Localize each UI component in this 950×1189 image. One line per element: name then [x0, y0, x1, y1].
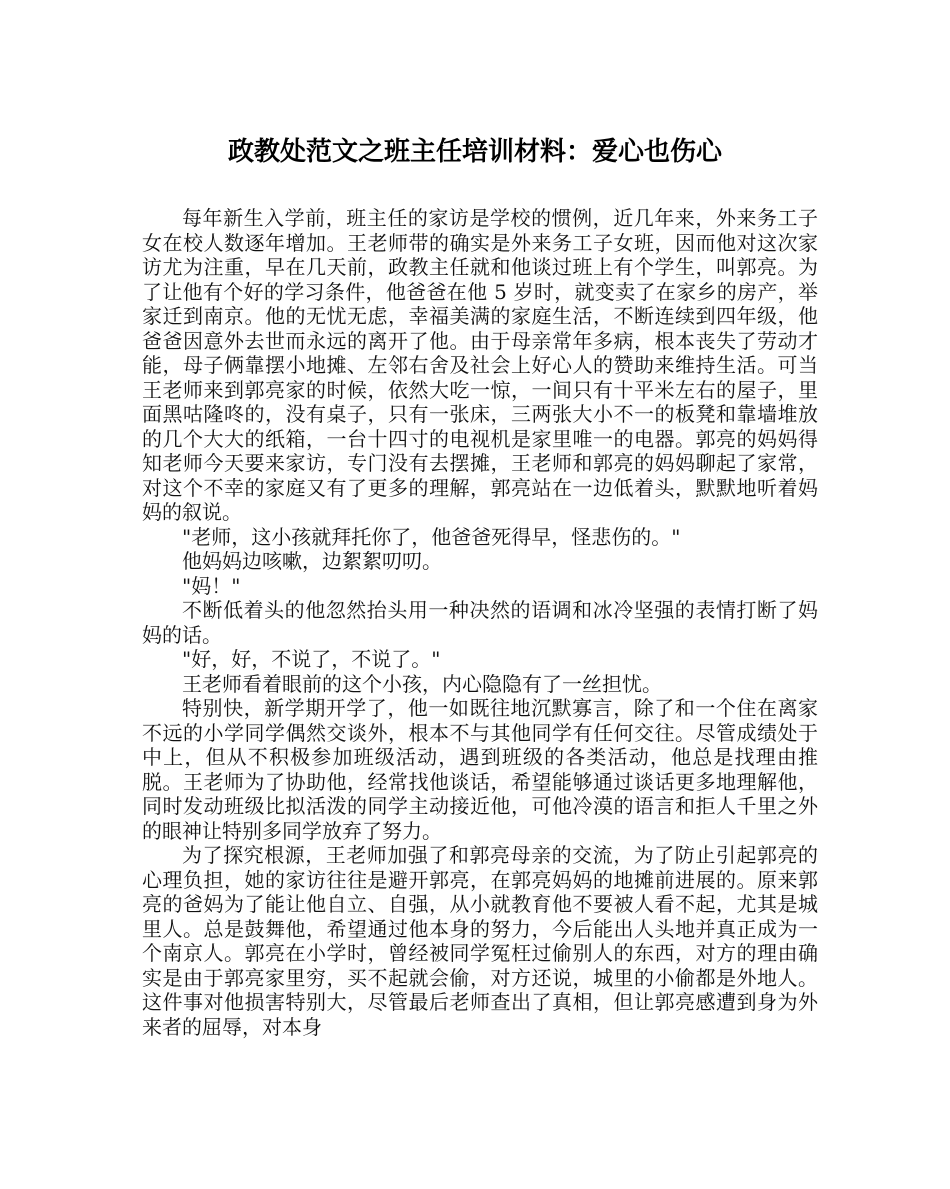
paragraph-4: "妈！" [182, 573, 241, 598]
document-body [142, 206, 818, 1039]
paragraph-5: 不断低着头的他忽然抬头用一种决然的语调和冰冷坚强的表情打断了妈妈的话。 [142, 598, 818, 647]
document-title: 政教处范文之班主任培训材料：爱心也伤心 [227, 137, 722, 167]
paragraph-7: 王老师看着眼前的这个小孩，内心隐隐有了一丝担忧。 [182, 671, 662, 696]
paragraph-8: 特别快，新学期开学了，他一如既往地沉默寡言，除了和一个住在离家不远的小学同学偶然交谈外，根本不与其他同学有任何交往。尽管成绩处于中上，但从不积极参加班级活动，遇到班级的各类活动，他总是找理由推脱。王老师为了协助他，经常找他谈话，希望能够通过谈话更多地理解他，同时发动班级比拟活泼的同学主动接近他，可他冷漠的语言和拒人千里之外的眼神让特别多同学放弃了努力。 [142, 696, 818, 843]
paragraph-6: "好，好，不说了，不说了。" [182, 647, 441, 671]
paragraph-1: 每年新生入学前，班主任的家访是学校的惯例，近几年来，外来务工子女在校人数逐年增加。王老师带的确实是外来务工子女班，因而他对这次家访尤为注重，早在几天前，政教主任就和他谈过班上有个学生，叫郭亮。为了让他有个好的学习条件，他爸爸在他 5 岁时，就变卖了在家乡的房产，举家迁到南京。他的无忧无虑，幸福美满的家庭生活，不断连续到四年级，他爸爸因意外去世而永远的离开了他。由于母亲常年多病，根本丧失了劳动才能，母子俩靠摆小地摊、左邻右舍及社会上好心人的赞助来维持生活。可当王老师来到郭亮家的时候，依然大吃一惊，一间只有十平米左右的屋子，里面黑咕隆咚的，没有桌子，只有一张床，三两张大小不一的板凳和靠墙堆放的几个大大的纸箱，一台十四寸的电视机是家里唯一的电器。郭亮的妈妈得知老师今天要来家访，专门没有去摆摊，王老师和郭亮的妈妈聊起了家常，对这个不幸的家庭又有了更多的理解，郭亮站在一边低着头，默默地听着妈妈的叙说。 [142, 206, 818, 524]
paragraph-3: 他妈妈边咳嗽，边絮絮叨叨。 [182, 549, 442, 573]
paragraph-2: "老师，这小孩就拜托你了，他爸爸死得早，怪悲伤的。" [182, 524, 681, 549]
paragraph-9: 为了探究根源，王老师加强了和郭亮母亲的交流，为了防止引起郭亮的心理负担，她的家访往往是避开郭亮，在郭亮妈妈的地摊前进展的。原来郭亮的爸妈为了能让他自立、自强，从小就教育他不要被人看不起，尤其是城里人。总是鼓舞他，希望通过他本身的努力，今后能出人头地并真正成为一个南京人。郭亮在小学时，曾经被同学冤枉过偷别人的东西，对方的理由确实是由于郭亮家里穷，买不起就会偷，对方还说，城里的小偷都是外地人。这件事对他损害特别大，尽管最后老师查出了真相，但让郭亮感遭到身为外来者的屈辱，对本身 [142, 843, 818, 1039]
